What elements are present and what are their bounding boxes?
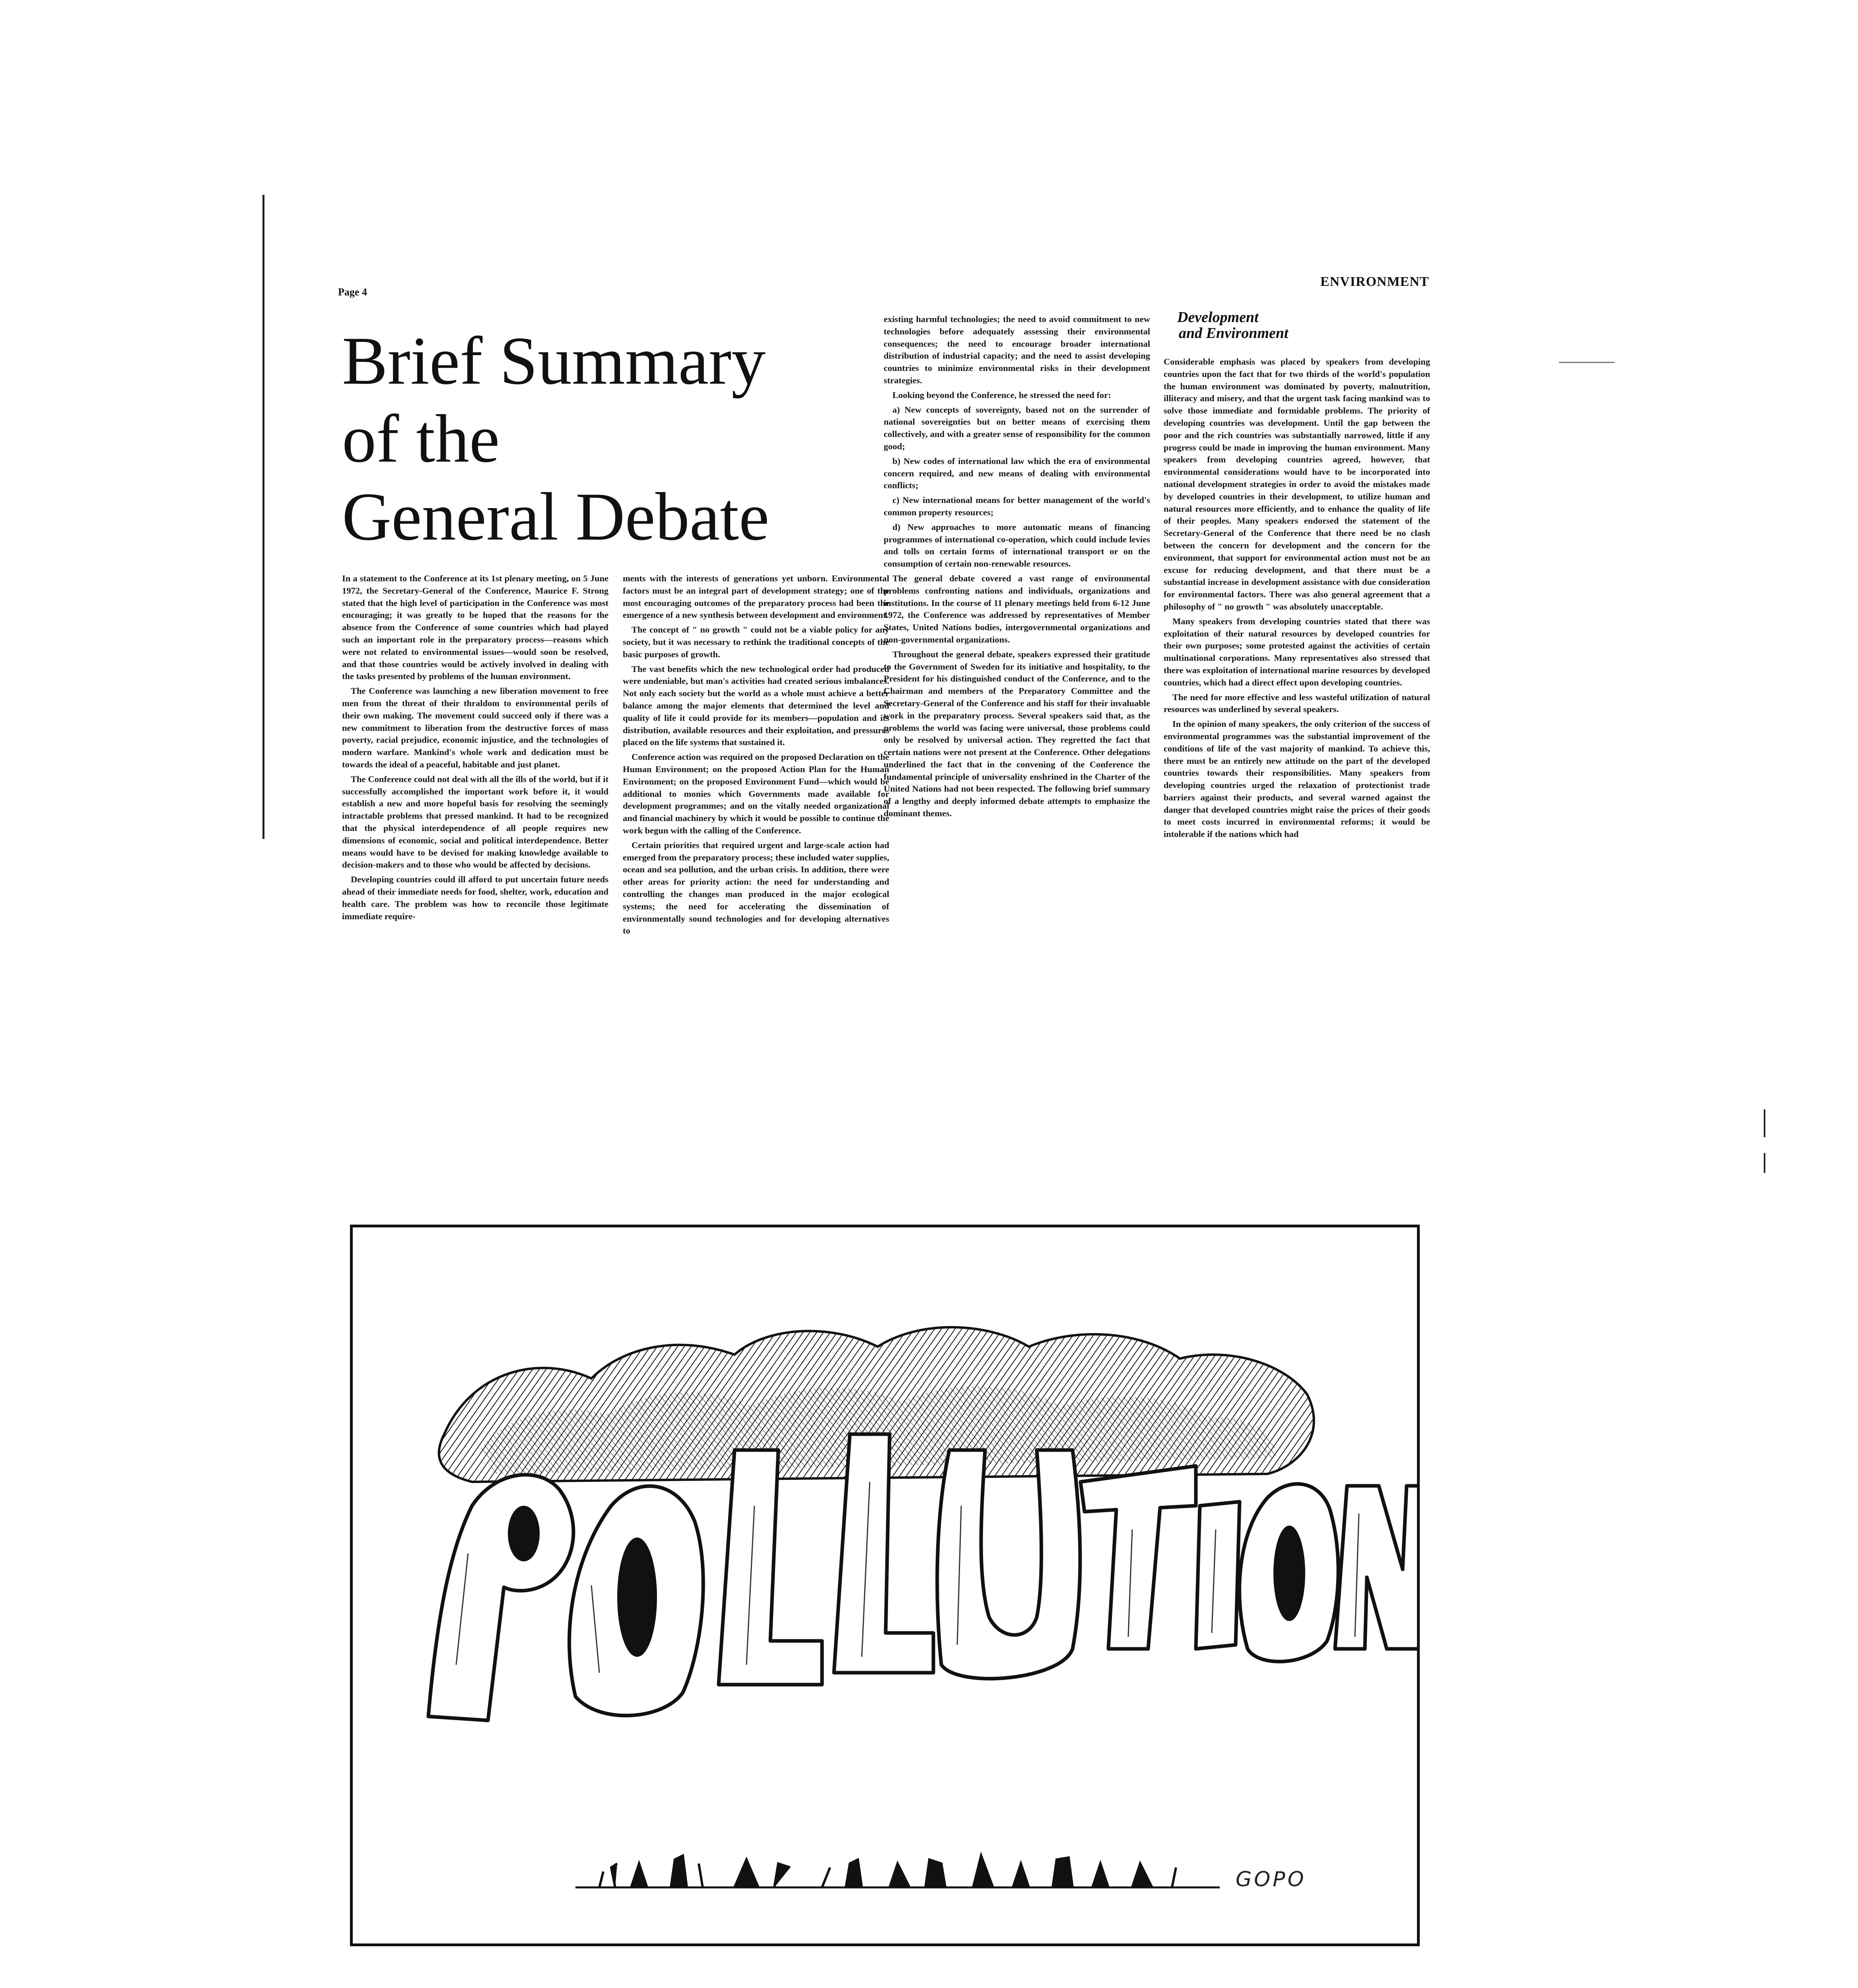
letter-p — [428, 1475, 573, 1720]
section-label: ENVIRONMENT — [1320, 274, 1429, 289]
paragraph: The Conference could not deal with all the ills of the world, but if it successfully accomplished the important work before it, it would establish a new and more hopeful basis for resolving the seemingly intractable problems that pressed mankind. It had to be recognized that the physical interdependence of all people requires new dimensions of economic, social and political interdependence. Better means would have to be devised for making knowledge available to decision-makers and to those who would be affected by decisions. — [342, 774, 608, 870]
paragraph: The Conference was launching a new liberation movement to free men from the threat of their thraldom to environmental perils of their own making. The movement could succeed only if there was a new commitment to liberation from the destructive forces of mass poverty, racial prejudice, economic injustice, and the technologies of modern warfare. Mankind's whole work and dedication must be towards the ideal of a peaceful, habitable and just planet. — [342, 686, 608, 769]
subsection-heading — [1177, 309, 1289, 341]
page-number: Page 4 — [338, 286, 367, 298]
article-column-1 — [342, 573, 608, 925]
title-line-2: of the — [342, 401, 500, 477]
subsection-heading-line-1: Development — [1177, 309, 1259, 326]
paragraph: Throughout the general debate, speakers expressed their gratitude to the Government of Sweden for its initiative and hospitality, to the President for his distinguished conduct of the Conference, and to the Chairman and members of the Preparatory Committee and the Secretary-General of the Conference and his staff for their invaluable work in the preparatory process. Several speakers said that, as the problems the world was facing were universal, those problems could only be resolved by universal action. They regretted the fact that certain nations were not present at the Conference. Other delegations underlined the fact that in the convening of the Conference the fundamental principle of universality enshrined in the Charter of the United Nations had not been respected. The following brief summary of a lengthy and deeply informed debate attempts to emphasize the dominant themes. — [884, 649, 1150, 819]
paragraph: The need for more effective and less wasteful utilization of natural resources was underlined by several speakers. — [1164, 692, 1430, 714]
title-line-1: Brief Summary — [342, 323, 766, 399]
paragraph: Looking beyond the Conference, he stressed the need for: — [892, 390, 1111, 400]
subsection-heading-line-2: and Environment — [1179, 325, 1289, 342]
paragraph: Conference action was required on the proposed Declaration on the Human Environment; on the proposed Action Plan for the Human Environment; on the proposed Environment Fund—which would be additional to monies which Governments made available for development programmes; and on the vitally needed organizational and financial machinery by which it would be possible to continue the work begun with the calling of the Conference. — [623, 752, 889, 835]
paragraph: Many speakers from developing countries stated that there was exploitation of their natural resources by developed countries for their own purposes; some protested against the activities of certain multinational corporations. Many representatives also stressed that there was exploitation of international marine resources by developed countries, which had a direct effect upon developing countries. — [1164, 616, 1430, 687]
paragraph: Developing countries could ill afford to put uncertain future needs ahead of their immediate needs for food, shelter, work, education and health care. The problem was how to reconcile those legitimate immediate require- — [342, 874, 608, 921]
article-title — [342, 322, 859, 556]
margin-mark-right-2 — [1764, 1153, 1765, 1173]
title-line-3: General Debate — [342, 479, 770, 555]
letter-t — [1081, 1466, 1196, 1649]
paragraph: c) New international means for better management of the world's common property resources; — [884, 495, 1150, 517]
cartoonist-signature: GOPO — [1236, 1868, 1306, 1891]
paragraph: a) New concepts of sovereignty, based not on the surrender of national sovereignties but on better means of exercising them collectively, and with a greater sense of responsibility for the common good; — [884, 404, 1150, 451]
paragraph: ments with the interests of generations yet unborn. Environmental factors must be an integral part of development strategy; one of the most encouraging outcomes of the preparatory process had been the emergence of a new synthesis between development and environment. — [623, 573, 889, 620]
letter-n — [1335, 1486, 1417, 1649]
article-column-4 — [1164, 356, 1430, 843]
paragraph: b) New codes of international law which the era of environmental concern required, and new means of dealing with environmental conflicts; — [884, 456, 1150, 491]
letter-l-1 — [719, 1450, 822, 1685]
paragraph: The vast benefits which the new technological order had produced were undeniable, but man's activities had created serious imbalances. Not only each society but the world as a whole must achieve a better balance among the major elements that determined the level and quality of life it could provide for its members—population and its distribution, available resources and their exploitation, and pressures placed on the life systems that sustained it. — [623, 664, 889, 747]
paragraph: Certain priorities that required urgent and large-scale action had emerged from the preparatory process; these included water supplies, ocean and sea pollution, and the urban crisis. In addition, there were other areas for priority action: the need for understanding and controlling the changes man produced in the major ecological systems; the need for accelerating the dissemination of environmentally sound technologies and for developing alternatives to — [623, 840, 889, 936]
margin-mark-left — [262, 195, 264, 839]
margin-mark-right — [1764, 1109, 1765, 1137]
margin-dash-1 — [1559, 362, 1615, 363]
paragraph: d) New approaches to more automatic means of financing programmes of international co-operation, which could include levies and tolls on certain forms of international transport or on the consumption of certain non-renewable resources. — [884, 522, 1150, 569]
paragraph: The concept of " no growth " could not be a viable policy for any society, but it was necessary to rethink the traditional concepts of the basic purposes of growth. — [623, 625, 889, 659]
paragraph: In the opinion of many speakers, the only criterion of the success of environmental programmes was the substantial improvement of the conditions of life of the vast majority of mankind. To achieve this, there must be an entirely new attitude on the part of the developed countries towards their responsibilities. Many speakers from developing countries urged the relaxation of protectionist trade barriers against their products, and several warned against the danger that developed countries might raise the prices of their goods to meet costs incurred in environmental reforms; it would be intolerable if the nations which had — [1164, 719, 1430, 839]
article-column-3 — [884, 313, 1150, 822]
paragraph: In a statement to the Conference at its 1st plenary meeting, on 5 June 1972, the Secretary-General of the Conference, Maurice F. Strong stated that the high level of participation in the Conference was most encouraging; it was greatly to be hoped that the reasons for the absence from the Conference of some countries which had played such an important role in the preparatory process—reasons which were not related to environmental issues—would soon be resolved, and that those countries would be actively involved in dealing with the tasks presented by problems of the human environment. — [342, 573, 608, 681]
letter-i — [1196, 1502, 1240, 1649]
article-column-2 — [623, 573, 889, 940]
cartoon-illustration — [353, 1227, 1417, 1943]
pollution-cartoon — [350, 1225, 1420, 1946]
paragraph: existing harmful technologies; the need to avoid commitment to new technologies before adequately assessing their environmental consequences; the need to encourage broader international distribution of industrial capacity; and the need to assist developing countries to minimize environmental risks in their development strategies. — [884, 314, 1150, 385]
letter-u — [937, 1450, 1080, 1679]
crowd-figures — [599, 1856, 1176, 1887]
paragraph: Considerable emphasis was placed by speakers from developing countries upon the fact that for two thirds of the world's population the human environment was dominated by poverty, malnutrition, illiteracy and misery, and that the urgent task facing mankind was to solve those immediate and formidable problems. The priority of developing countries was development. Until the gap between the poor and the rich countries was substantially narrowed, little if any progress could be made in improving the human environment. Many speakers from developing countries agreed, however, that environmental considerations would have to be incorporated into national development strategies in order to avoid the mistakes made by developed countries in their development, to utilize human and natural resources more efficiently, and to enhance the quality of life of their peoples. Many speakers endorsed the statement of the Secretary-General of the Conference that there need be no clash between the concern for development and the concern for the environment, that support for environmental action must not be an excuse for reducing development, and that there must be a substantial increase in development assistance with due consideration for environmental factors. There was also general agreement that a philosophy of " no growth " was absolutely unacceptable. — [1164, 357, 1430, 612]
paragraph: The general debate covered a vast range of environmental problems confronting nations and individuals, organizations and institutions. In the course of 11 plenary meetings held from 6-12 June 1972, the Conference was addressed by representatives of Member States, United Nations bodies, intergovernmental organizations and non-governmental organizations. — [884, 573, 1150, 645]
